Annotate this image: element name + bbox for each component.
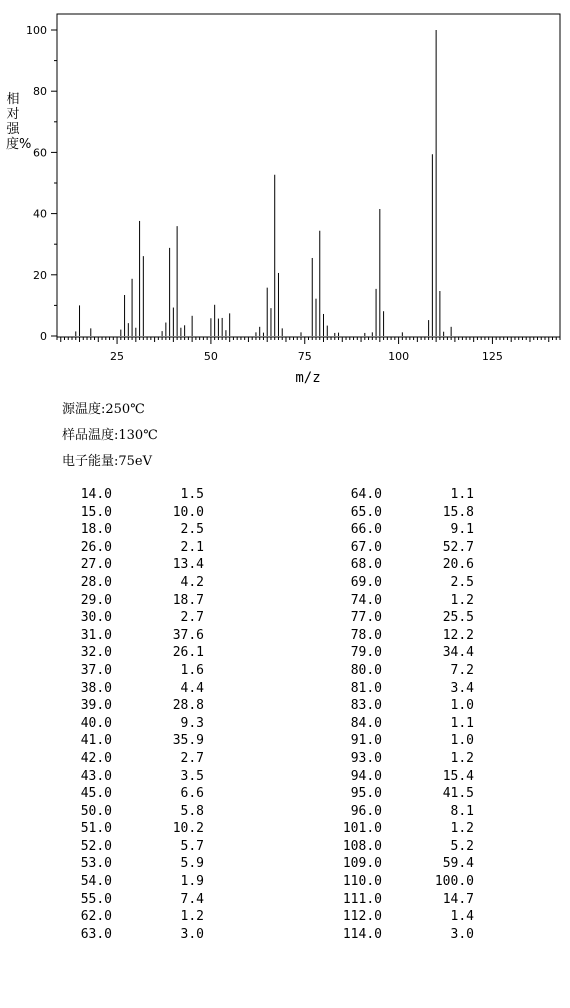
table-row — [60, 697, 220, 715]
table-row — [60, 486, 220, 504]
intensity-value: 2.7 — [180, 610, 204, 626]
mz-value: 65.0 — [350, 504, 382, 520]
mz-value: 45.0 — [80, 786, 112, 802]
table-row — [60, 662, 220, 680]
table-row — [320, 855, 490, 873]
table-row — [320, 768, 490, 786]
mz-value: 18.0 — [80, 522, 112, 538]
table-row — [60, 926, 220, 944]
mz-value: 74.0 — [350, 592, 382, 608]
mz-value: 41.0 — [80, 733, 112, 749]
intensity-value: 100.0 — [434, 874, 474, 890]
mz-value: 62.0 — [80, 909, 112, 925]
table-row — [60, 732, 220, 750]
mz-value: 108.0 — [342, 838, 382, 854]
mz-value: 31.0 — [80, 627, 112, 643]
mz-value: 28.0 — [80, 574, 112, 590]
x-tick-label: 75 — [297, 350, 312, 363]
intensity-value: 1.2 — [450, 821, 474, 837]
table-row — [320, 803, 490, 821]
intensity-value: 3.5 — [180, 768, 204, 784]
table-row — [320, 556, 490, 574]
table-row — [60, 715, 220, 733]
intensity-value: 59.4 — [442, 856, 474, 872]
table-row — [320, 697, 490, 715]
intensity-value: 35.9 — [172, 733, 204, 749]
intensity-value: 2.5 — [450, 574, 474, 590]
intensity-value: 1.2 — [450, 592, 474, 608]
mz-value: 38.0 — [80, 680, 112, 696]
intensity-value: 7.4 — [180, 891, 204, 907]
table-row — [60, 556, 220, 574]
table-row — [320, 592, 490, 610]
y-tick-label: 60 — [33, 146, 47, 160]
peak-bars — [76, 30, 451, 336]
table-row — [320, 838, 490, 856]
table-row — [60, 838, 220, 856]
y-tick-label: 40 — [33, 207, 47, 221]
intensity-value: 5.2 — [450, 838, 474, 854]
intensity-value: 20.6 — [442, 557, 474, 573]
table-row — [60, 873, 220, 891]
mz-value: 91.0 — [350, 733, 382, 749]
table-row — [320, 574, 490, 592]
mz-value: 52.0 — [80, 838, 112, 854]
y-tick-label: 20 — [33, 268, 47, 282]
table-row — [60, 574, 220, 592]
mz-value: 78.0 — [350, 627, 382, 643]
y-tick-label: 100 — [26, 24, 47, 37]
mz-value: 66.0 — [350, 522, 382, 538]
x-tick-label: 125 — [481, 350, 503, 363]
table-row — [320, 873, 490, 891]
intensity-value: 25.5 — [442, 610, 474, 626]
mz-value: 63.0 — [80, 926, 112, 942]
table-row — [320, 539, 490, 557]
intensity-value: 1.5 — [180, 487, 204, 502]
table-row — [60, 820, 220, 838]
table-row — [320, 785, 490, 803]
table-row — [60, 768, 220, 786]
intensity-value: 1.1 — [450, 715, 474, 731]
electron-energy: 电子能量:75eV — [62, 454, 153, 469]
intensity-value: 3.0 — [450, 926, 474, 942]
intensity-value: 7.2 — [450, 662, 474, 678]
intensity-value: 10.2 — [172, 821, 204, 837]
intensity-value: 8.1 — [450, 803, 474, 819]
mz-value: 69.0 — [350, 574, 382, 590]
mz-value: 111.0 — [342, 891, 382, 907]
mz-value: 114.0 — [342, 926, 382, 942]
peak-table-left — [60, 486, 220, 943]
mz-value: 93.0 — [350, 750, 382, 766]
mz-value: 109.0 — [342, 856, 382, 872]
intensity-value: 34.4 — [442, 645, 474, 661]
x-tick-label: 25 — [110, 350, 125, 363]
y-axis-ticks — [26, 24, 57, 343]
mz-value: 95.0 — [350, 786, 382, 802]
table-row — [60, 891, 220, 909]
mz-value: 26.0 — [80, 539, 112, 555]
mz-value: 40.0 — [80, 715, 112, 731]
mz-value: 84.0 — [350, 715, 382, 731]
intensity-value: 15.8 — [442, 504, 474, 520]
mz-value: 42.0 — [80, 750, 112, 766]
intensity-value: 3.4 — [450, 680, 474, 696]
mz-value: 81.0 — [350, 680, 382, 696]
intensity-value: 26.1 — [172, 645, 204, 661]
table-row — [60, 908, 220, 926]
table-row — [320, 627, 490, 645]
intensity-value: 1.9 — [180, 874, 204, 890]
mz-value: 55.0 — [80, 891, 112, 907]
table-row — [60, 803, 220, 821]
intensity-value: 1.4 — [450, 909, 474, 925]
intensity-value: 1.2 — [180, 909, 204, 925]
mz-value: 68.0 — [350, 557, 382, 573]
mz-value: 79.0 — [350, 645, 382, 661]
mz-value: 67.0 — [350, 539, 382, 555]
intensity-value: 14.7 — [442, 891, 474, 907]
intensity-value: 9.1 — [450, 522, 474, 538]
table-row — [320, 644, 490, 662]
mz-value: 101.0 — [342, 821, 382, 837]
mz-value: 110.0 — [342, 874, 382, 890]
mz-value: 77.0 — [350, 610, 382, 626]
table-row — [320, 486, 490, 504]
intensity-value: 41.5 — [442, 786, 474, 802]
intensity-value: 4.2 — [180, 574, 204, 590]
table-row — [320, 609, 490, 627]
mz-value: 64.0 — [350, 487, 382, 502]
mz-value: 30.0 — [80, 610, 112, 626]
mz-value: 39.0 — [80, 698, 112, 714]
table-row — [60, 521, 220, 539]
intensity-value: 2.1 — [180, 539, 204, 555]
intensity-value: 37.6 — [172, 627, 204, 643]
table-row — [60, 592, 220, 610]
intensity-value: 1.0 — [450, 698, 474, 714]
table-row — [60, 855, 220, 873]
table-row — [60, 644, 220, 662]
mz-value: 83.0 — [350, 698, 382, 714]
intensity-value: 1.2 — [450, 750, 474, 766]
intensity-value: 6.6 — [180, 786, 204, 802]
table-row — [60, 785, 220, 803]
x-tick-label: 50 — [203, 350, 218, 363]
intensity-value: 4.4 — [180, 680, 204, 696]
mass-spectrum-chart — [0, 0, 570, 395]
y-tick-label: 80 — [33, 85, 47, 99]
mz-value: 37.0 — [80, 662, 112, 678]
intensity-value: 18.7 — [172, 592, 204, 608]
x-axis-ticks — [57, 337, 560, 363]
mz-value: 50.0 — [80, 803, 112, 819]
intensity-value: 1.6 — [180, 662, 204, 678]
peak-table-right — [320, 486, 490, 943]
mz-value: 112.0 — [342, 909, 382, 925]
mz-value: 96.0 — [350, 803, 382, 819]
table-row — [60, 539, 220, 557]
intensity-value: 1.1 — [450, 487, 474, 502]
x-axis-label: m/z — [295, 370, 321, 386]
table-row — [320, 820, 490, 838]
intensity-value: 10.0 — [172, 504, 204, 520]
intensity-value: 3.0 — [180, 926, 204, 942]
mz-value: 29.0 — [80, 592, 112, 608]
table-row — [60, 627, 220, 645]
table-row — [320, 521, 490, 539]
table-row — [320, 926, 490, 944]
mz-value: 32.0 — [80, 645, 112, 661]
mz-value: 14.0 — [80, 487, 112, 502]
table-row — [320, 732, 490, 750]
y-tick-label: 0 — [40, 330, 47, 343]
table-row — [60, 609, 220, 627]
mz-value: 94.0 — [350, 768, 382, 784]
intensity-value: 15.4 — [442, 768, 474, 784]
table-row — [320, 504, 490, 522]
mz-value: 15.0 — [80, 504, 112, 520]
intensity-value: 12.2 — [442, 627, 474, 643]
mz-value: 27.0 — [80, 557, 112, 573]
intensity-value: 2.7 — [180, 750, 204, 766]
intensity-value: 2.5 — [180, 522, 204, 538]
intensity-value: 13.4 — [172, 557, 204, 573]
table-row — [320, 908, 490, 926]
y-axis-label: 相对强度% — [6, 92, 32, 152]
intensity-value: 52.7 — [442, 539, 474, 555]
intensity-value: 5.7 — [180, 838, 204, 854]
intensity-value: 5.8 — [180, 803, 204, 819]
mz-value: 80.0 — [350, 662, 382, 678]
x-tick-label: 100 — [388, 350, 410, 363]
intensity-value: 1.0 — [450, 733, 474, 749]
table-row — [60, 504, 220, 522]
table-row — [60, 750, 220, 768]
source-temperature: 源温度:250℃ — [62, 402, 145, 417]
intensity-value: 28.8 — [172, 698, 204, 714]
mz-value: 51.0 — [80, 821, 112, 837]
sample-temperature: 样品温度:130℃ — [62, 428, 158, 443]
mz-value: 53.0 — [80, 856, 112, 872]
table-row — [320, 750, 490, 768]
table-row — [320, 680, 490, 698]
mz-value: 43.0 — [80, 768, 112, 784]
table-row — [320, 662, 490, 680]
intensity-value: 5.9 — [180, 856, 204, 872]
table-row — [60, 680, 220, 698]
table-row — [320, 715, 490, 733]
table-row — [320, 891, 490, 909]
intensity-value: 9.3 — [180, 715, 204, 731]
mz-value: 54.0 — [80, 874, 112, 890]
